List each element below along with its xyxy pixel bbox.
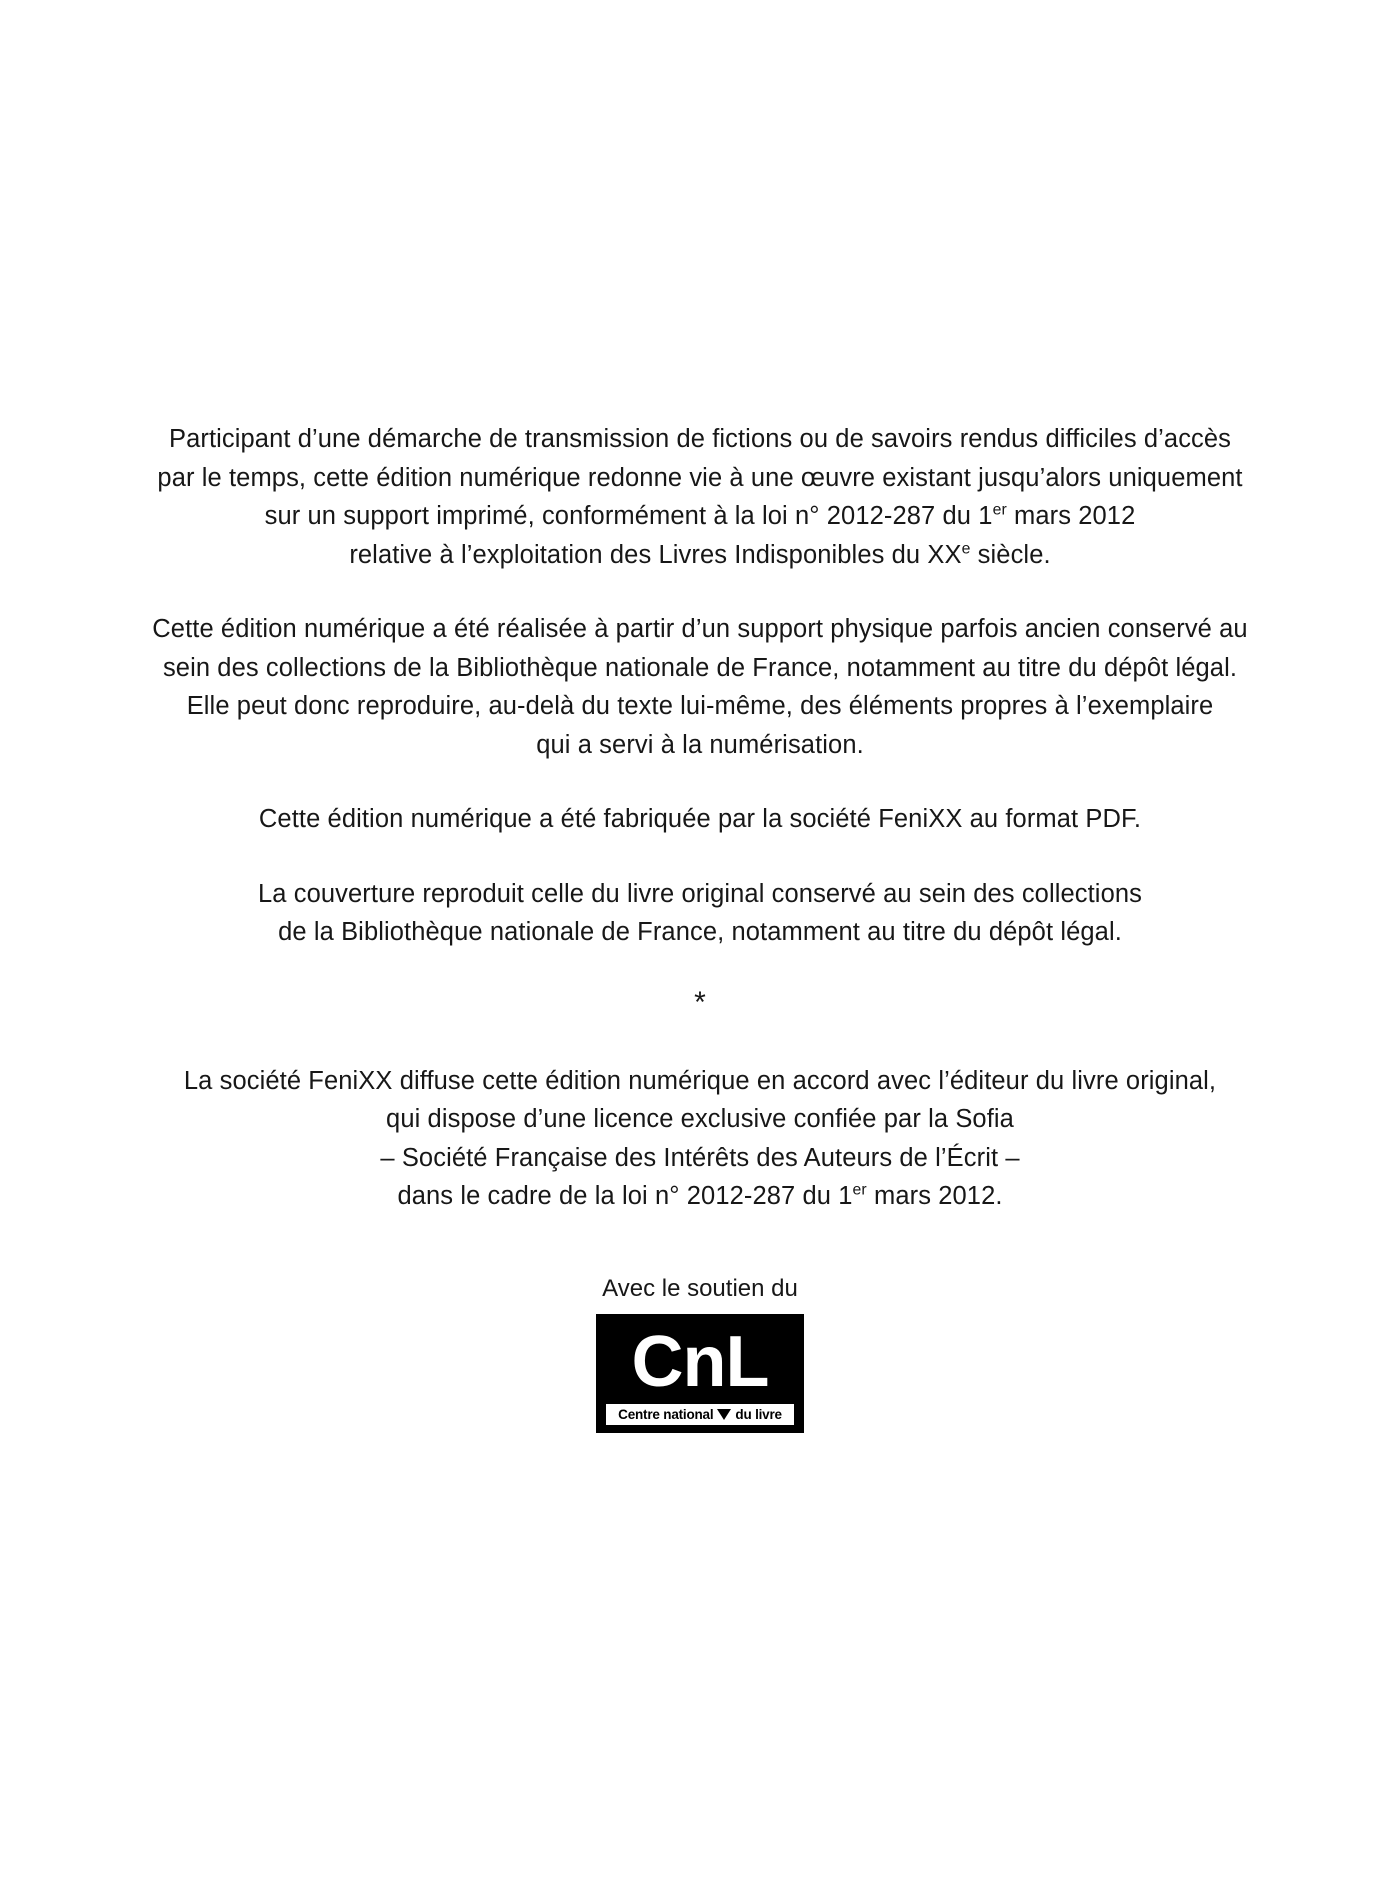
cnl-caption-left: Centre national	[618, 1406, 714, 1422]
support-label: Avec le soutien du	[602, 1274, 798, 1302]
paragraph-line: sur un support imprimé, conformément à la loi n° 2012-287 du 1er mars 2012	[264, 501, 1136, 530]
cnl-caption	[606, 1404, 794, 1425]
paragraph-line: par le temps, cette édition numérique redonne vie à une œuvre existant jusqu’alors uniquement	[157, 463, 1243, 492]
ordinal-suffix: e	[961, 540, 971, 557]
legal-notice-block	[130, 420, 1270, 1433]
paragraph-line: Cette édition numérique a été fabriquée par la société FeniXX au format PDF.	[258, 805, 1142, 833]
paragraph-line: sein des collections de la Bibliothèque nationale de France, notamment au titre du dépôt légal.	[162, 653, 1238, 682]
cnl-logo	[596, 1314, 804, 1433]
paragraph-line: de la Bibliothèque nationale de France, notamment au titre du dépôt légal.	[278, 918, 1122, 946]
paragraph-diffusion	[130, 1062, 1270, 1216]
paragraph-line: Participant d’une démarche de transmission de fictions ou de savoirs rendus difficiles d’accès	[168, 425, 1232, 453]
triangle-icon	[717, 1409, 731, 1420]
paragraph-transmission	[130, 420, 1270, 574]
cnl-acronym: CnL	[631, 1321, 769, 1402]
section-separator: *	[694, 985, 706, 1019]
paragraph-couverture	[130, 875, 1270, 952]
support-section	[130, 1274, 1270, 1433]
paragraph-line: qui dispose d’une licence exclusive confiée par la Sofia	[386, 1105, 1014, 1133]
ordinal-suffix: er	[992, 501, 1007, 519]
cnl-caption-right: du livre	[735, 1406, 782, 1422]
ordinal-suffix: er	[852, 1181, 867, 1199]
paragraph-line: La société FeniXX diffuse cette édition numérique en accord avec l’éditeur du livre original,	[183, 1066, 1217, 1095]
paragraph-line: – Société Française des Intérêts des Auteurs de l’Écrit –	[380, 1143, 1020, 1172]
paragraph-line: Elle peut donc reproduire, au-delà du texte lui-même, des éléments propres à l’exemplaire	[186, 692, 1214, 720]
paragraph-fabrication	[130, 800, 1270, 839]
paragraph-line: relative à l’exploitation des Livres Indisponibles du XXe siècle.	[349, 540, 1051, 569]
paragraph-support-physique	[130, 610, 1270, 764]
paragraph-line: Cette édition numérique a été réalisée à partir d’un support physique parfois ancien conservé au	[152, 615, 1248, 643]
paragraph-line: dans le cadre de la loi n° 2012-287 du 1er mars 2012.	[397, 1181, 1003, 1210]
paragraph-line: La couverture reproduit celle du livre original conservé au sein des collections	[258, 879, 1142, 908]
paragraph-line: qui a servi à la numérisation.	[536, 730, 864, 759]
